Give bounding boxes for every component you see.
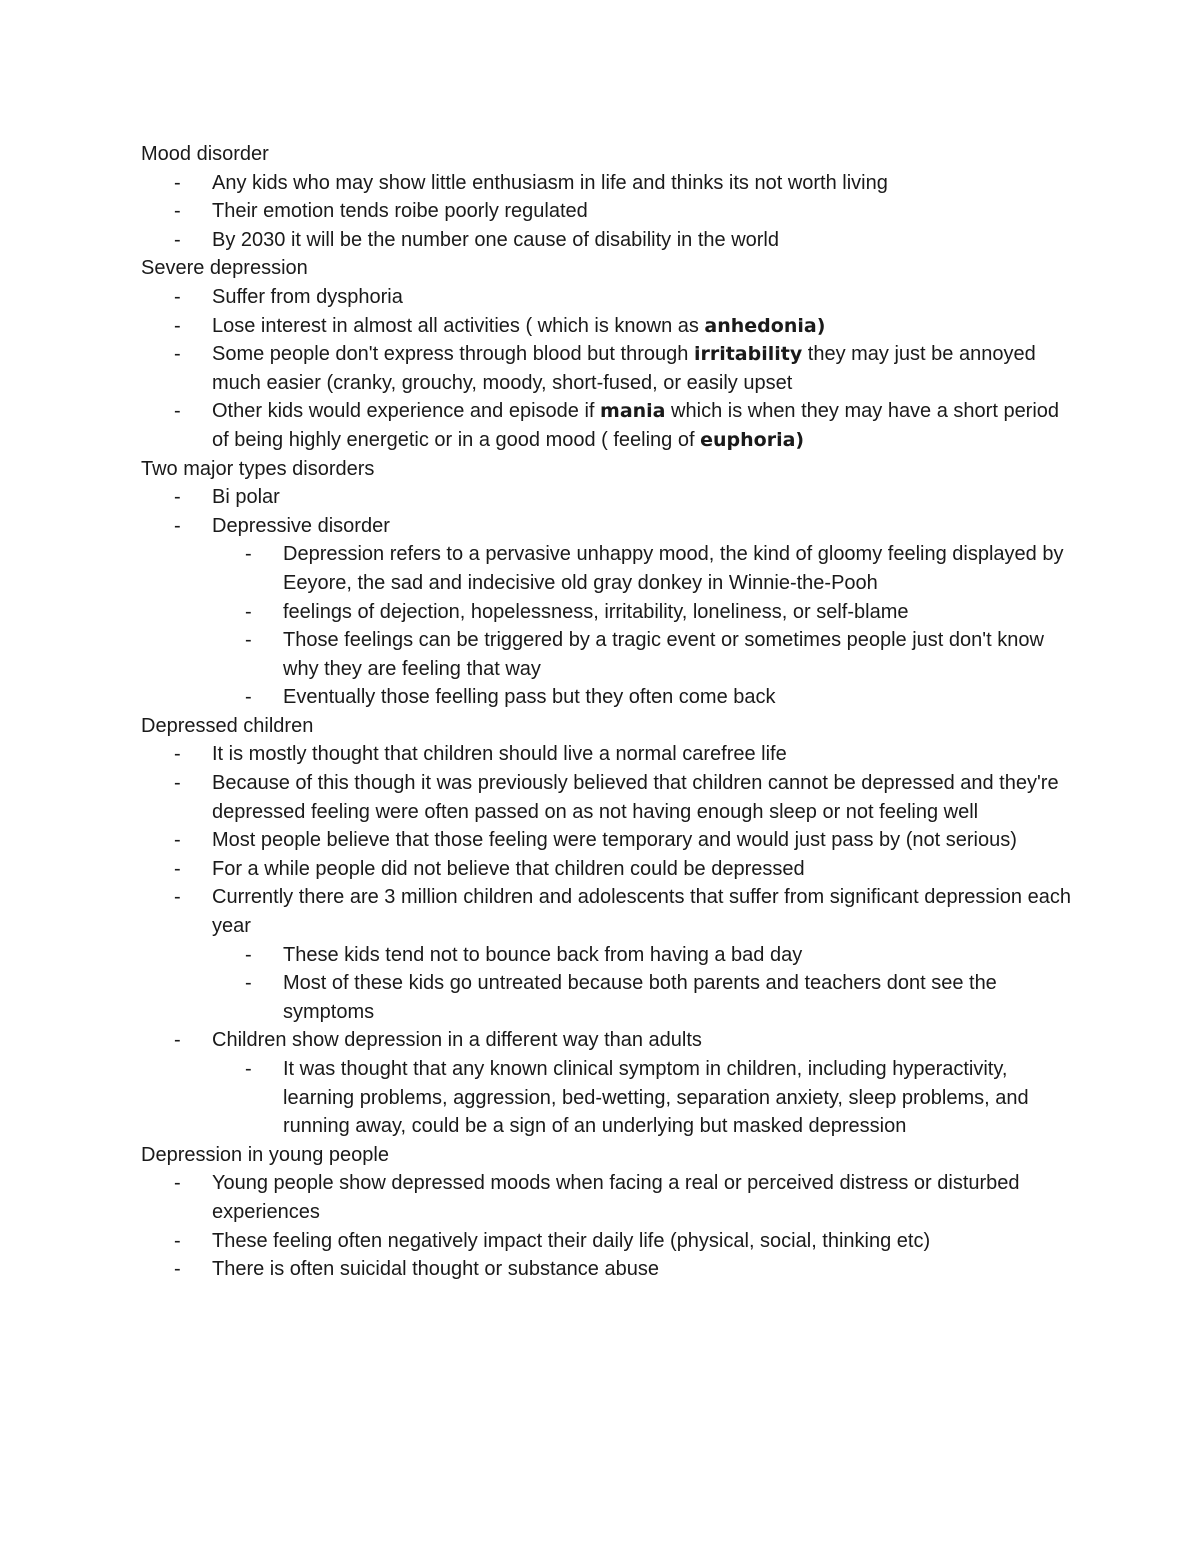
bullet-dash: - <box>174 1029 181 1052</box>
sub-bullet-list <box>212 941 1071 1027</box>
bullet-dash: - <box>245 1058 252 1080</box>
list-item: - Most people believe that those feeling were temporary and would just pass by (not serious) <box>141 826 1071 855</box>
bullet-dash: - <box>174 1172 181 1195</box>
section-title: Severe depression <box>141 257 308 280</box>
list-item: - Currently there are 3 million children and adolescents that suffer from significant depression each year - These kids tend not to bounce back from having a bad day - Most of these kids go untreated because both parents and teachers dont see the symptoms <box>141 883 1071 1026</box>
bullet-dash: - <box>174 343 181 366</box>
sub-list-item: - It was thought that any known clinical symptom in children, including hyperactivity, learning problems, aggression, bed-wetting, separation anxiety, sleep problems, and running away, could be a sign of an underlying but masked depression <box>212 1055 1071 1141</box>
bold-term: euphoria) <box>700 428 805 451</box>
bullet-dash: - <box>174 285 181 308</box>
list-item: - For a while people did not believe that children could be depressed <box>141 855 1071 884</box>
bullet-dash: - <box>245 686 252 709</box>
bullet-list <box>141 740 1071 1140</box>
bold-term: mania <box>600 400 666 423</box>
sub-list-item: - feelings of dejection, hopelessness, irritability, loneliness, or self-blame <box>212 598 1071 627</box>
bullet-dash: - <box>245 600 252 623</box>
bullet-dash: - <box>174 514 181 537</box>
bullet-dash: - <box>174 200 181 223</box>
bullet-dash: - <box>174 1229 181 1252</box>
sub-list-item: - Depression refers to a pervasive unhappy mood, the kind of gloomy feeling displayed by Eeyore, the sad and indecisive old gray donkey in Winnie-the-Pooh <box>212 540 1071 597</box>
section-title: Mood disorder <box>141 143 269 165</box>
bullet-list <box>141 483 1071 712</box>
bullet-dash: - <box>174 829 181 852</box>
list-item: - Any kids who may show little enthusiasm in life and thinks its not worth living <box>141 169 1071 198</box>
bullet-dash: - <box>174 171 181 194</box>
bullet-dash: - <box>174 228 181 251</box>
list-item: - Depressive disorder - Depression refers to a pervasive unhappy mood, the kind of gloomy feeling displayed by Eeyore, the sad and indecisive old gray donkey in Winnie-the-Pooh - feelings of dejection, hopelessness, irritability, loneliness, or self-blame - Those feelings can be triggered by a tragic event or sometimes people just don't know why they are feeling that way - Eventually those feelling pass but they often come back <box>141 512 1071 712</box>
sub-bullet-list <box>212 540 1071 712</box>
bullet-dash: - <box>174 772 181 795</box>
list-item: - Young people show depressed moods when facing a real or perceived distress or disturbed experiences <box>141 1169 1071 1226</box>
list-item: - Because of this though it was previously believed that children cannot be depressed and they're depressed feeling were often passed on as not having enough sleep or not feeling well <box>141 769 1071 826</box>
bullet-dash: - <box>245 972 252 995</box>
list-item: - It is mostly thought that children should live a normal carefree life <box>141 740 1071 769</box>
sub-list-item: - Eventually those feelling pass but they often come back <box>212 683 1071 712</box>
bullet-list <box>141 283 1071 455</box>
list-item: - Lose interest in almost all activities ( which is known as anhedonia) <box>141 312 1071 341</box>
sub-list-item: - Those feelings can be triggered by a tragic event or sometimes people just don't know why they are feeling that way <box>212 626 1071 683</box>
list-item: - Some people don't express through blood but through irritability they may just be annoyed much easier (cranky, grouchy, moody, short-fused, or easily upset <box>141 340 1071 397</box>
list-item: - These feeling often negatively impact their daily life (physical, social, thinking etc) <box>141 1227 1071 1256</box>
bullet-dash: - <box>174 857 181 880</box>
bullet-dash: - <box>174 486 181 509</box>
bold-term: anhedonia) <box>704 314 826 337</box>
sub-list-item: - Most of these kids go untreated because both parents and teachers dont see the symptoms <box>212 969 1071 1026</box>
bold-term: irritability <box>693 343 803 366</box>
bullet-dash: - <box>174 886 181 909</box>
list-item: - Their emotion tends roibe poorly regulated <box>141 197 1071 226</box>
section-title: Depression in young people <box>141 1143 389 1166</box>
bullet-dash: - <box>174 400 181 423</box>
bullet-list <box>141 1169 1071 1283</box>
list-item: - Suffer from dysphoria <box>141 283 1071 312</box>
list-item: - Bi polar <box>141 483 1071 512</box>
bullet-dash: - <box>174 743 181 766</box>
sub-bullet-list <box>212 1055 1071 1141</box>
document-body <box>141 140 1071 1284</box>
list-item: - Children show depression in a different way than adults - It was thought that any known clinical symptom in children, including hyperactivity, learning problems, aggression, bed-wetting, separation anxiety, sleep problems, and running away, could be a sign of an underlying but masked depression <box>141 1026 1071 1140</box>
list-item: - Other kids would experience and episode if mania which is when they may have a short period of being highly energetic or in a good mood ( feeling of euphoria) <box>141 397 1071 454</box>
bullet-list <box>141 169 1071 255</box>
bullet-dash: - <box>245 543 252 566</box>
section-title: Depressed children <box>141 714 314 737</box>
section-title: Two major types disorders <box>141 457 375 480</box>
bullet-dash: - <box>245 943 252 966</box>
list-item: - There is often suicidal thought or substance abuse <box>141 1255 1071 1284</box>
bullet-dash: - <box>245 629 252 652</box>
list-item: - By 2030 it will be the number one cause of disability in the world <box>141 226 1071 255</box>
bullet-dash: - <box>174 1258 181 1281</box>
bullet-dash: - <box>174 314 181 337</box>
sub-list-item: - These kids tend not to bounce back from having a bad day <box>212 941 1071 970</box>
